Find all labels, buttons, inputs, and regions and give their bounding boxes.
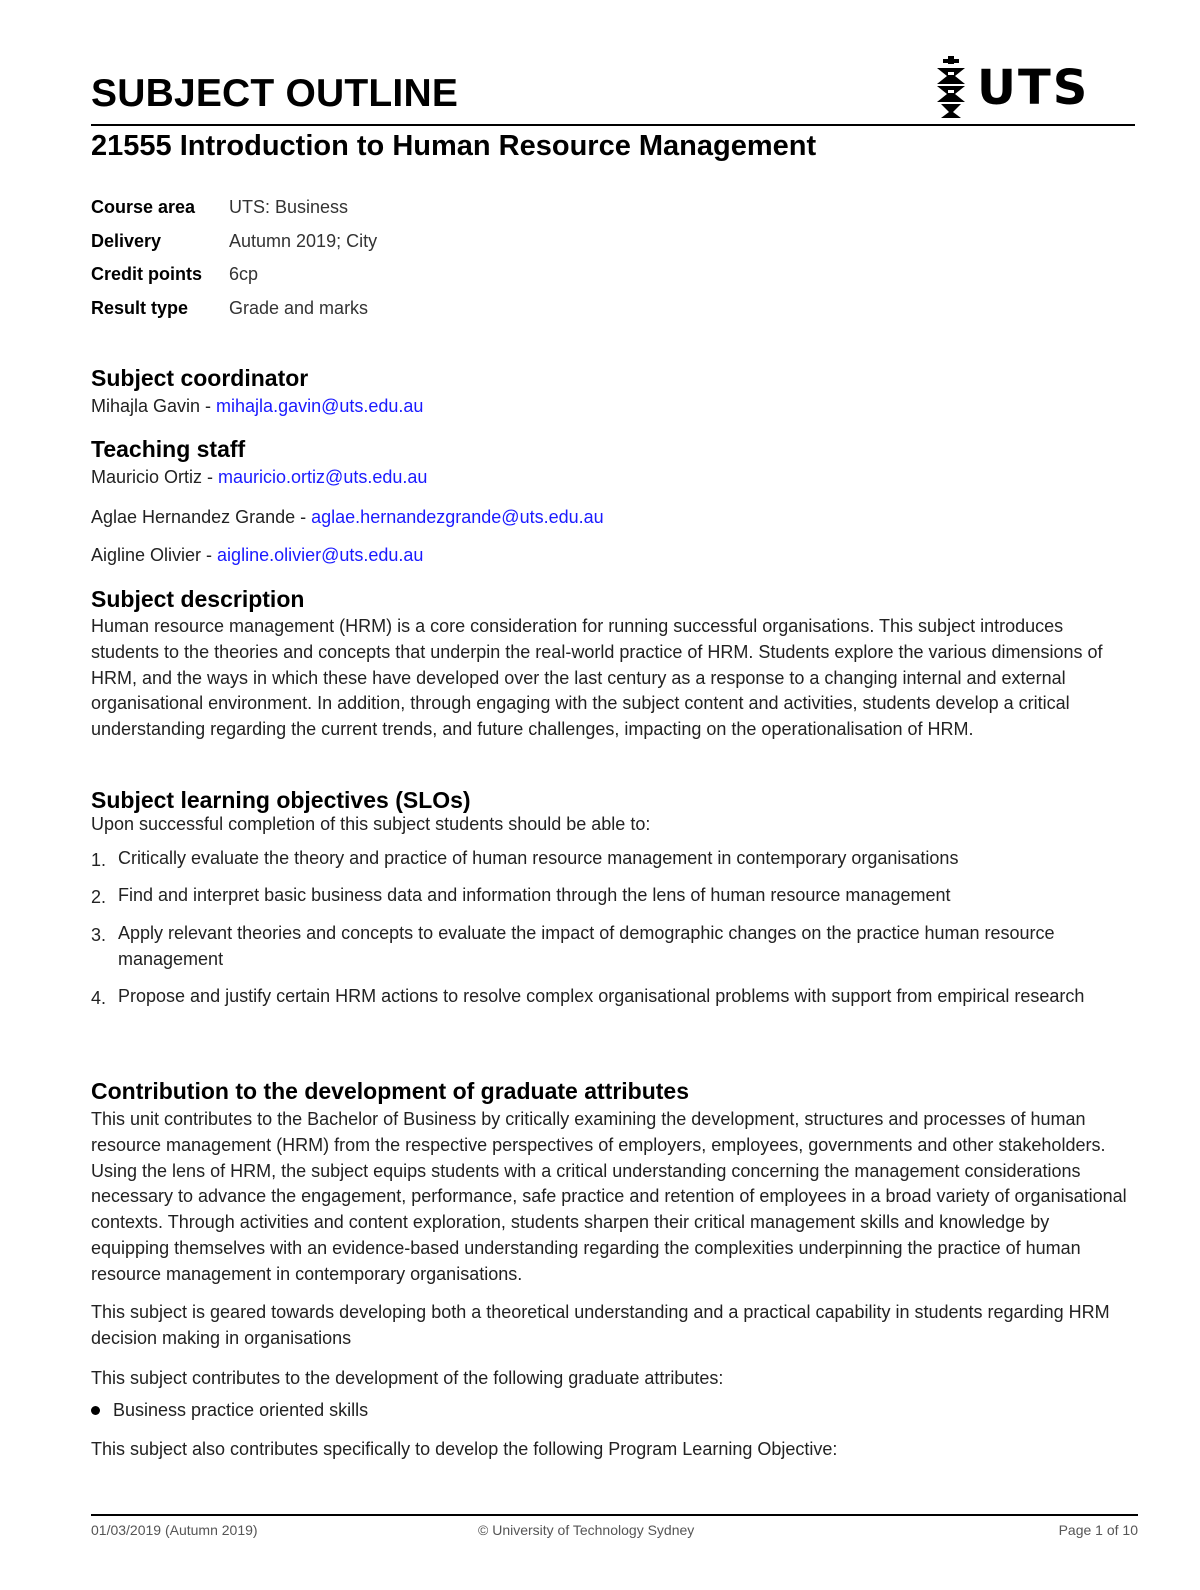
meta-label: Result type: [91, 297, 189, 318]
staff-line: [91, 465, 427, 489]
objective-item: [91, 883, 1131, 911]
objective-text: Critically evaluate the theory and practice of human resource management in contemporary organisations: [118, 848, 959, 868]
uts-crest-icon: [933, 56, 969, 120]
objective-number: 2.: [91, 887, 107, 907]
objectives-intro: Upon successful completion of this subject students should be able to:: [91, 814, 651, 834]
meta-row-result-type: [91, 295, 377, 329]
graduate-attributes-para-2: This subject is geared towards developing both a theoretical understanding and a practical capability in students regarding HRM decision making in organisations: [91, 1302, 1110, 1348]
objective-text: Find and interpret basic business data and information through the lens of human resource management: [118, 885, 951, 905]
footer-rule: [91, 1514, 1138, 1516]
meta-value: Grade and marks: [229, 297, 369, 318]
bullet-icon: [91, 1406, 100, 1415]
uts-logo-text: UTS: [977, 60, 1090, 116]
header-rule: [91, 124, 1135, 126]
graduate-attributes-heading: Contribution to the development of graduate attributes: [91, 1078, 689, 1104]
staff-email-link[interactable]: aglae.hernandezgrande@uts.edu.au: [311, 507, 604, 527]
coordinator-line: [91, 394, 423, 418]
objective-number: 1.: [91, 850, 107, 870]
graduate-attributes-para-4: This subject also contributes specifically to develop the following Program Learning Objective:: [91, 1439, 838, 1459]
meta-value: UTS: Business: [229, 197, 349, 217]
staff-name: Mauricio Ortiz -: [91, 467, 219, 487]
graduate-attribute-bullet: [91, 1398, 368, 1423]
description-text: Human resource management (HRM) is a core consideration for running successful organisations. This subject introduces students to the theories and concepts that underpin the real-world practice of HRM. Students explore the various dimensions of HRM, and the ways in which these have developed over the last century as a response to a changing internal and external organisational environment. In addition, through engaging with the subject content and activities, students develop a critical understanding regarding the current trends, and future challenges, impacting on the operationalisation of HRM.: [91, 616, 1103, 740]
subject-title: 21555 Introduction to Human Resource Management: [91, 130, 817, 162]
objectives-heading: Subject learning objectives (SLOs): [91, 787, 471, 813]
objective-item: [91, 846, 1131, 874]
staff-name: Aglae Hernandez Grande -: [91, 507, 312, 527]
meta-row-delivery: [91, 228, 377, 262]
page-header: [91, 60, 1135, 126]
footer-date: 01/03/2019 (Autumn 2019): [91, 1522, 258, 1538]
meta-label: Delivery: [91, 230, 162, 251]
objective-number: 3.: [91, 925, 107, 945]
meta-label: Credit points: [91, 264, 202, 284]
graduate-attributes-para-1: This unit contributes to the Bachelor of Business by critically examining the development, structures and processes of human resource management (HRM) from the respective perspectives of employers, employees, governments and other stakeholders. Using the lens of HRM, the subject equips students with a critical understanding concerning the management considerations necessary to advance the engagement, performance, safe practice and retention of employees in a broad variety of organisational contexts. Through activities and content exploration, students sharpen their critical management skills and knowledge by equipping themselves with an evidence-based understanding regarding the complexities underpinning the practice of human resource management in contemporary organisations.: [91, 1109, 1127, 1284]
teaching-staff-heading: Teaching staff: [91, 436, 246, 462]
meta-value: Autumn 2019; City: [229, 230, 378, 251]
coordinator-name: Mihajla Gavin -: [91, 396, 217, 416]
footer-page-number: Page 1 of 10: [1058, 1522, 1138, 1538]
objective-item: [91, 984, 1131, 1012]
staff-line: [91, 505, 604, 529]
objective-text: Apply relevant theories and concepts to evaluate the impact of demographic changes on the practice human resource management: [118, 923, 1055, 969]
objective-text: Propose and justify certain HRM actions to resolve complex organisational problems with support from empirical research: [118, 986, 1085, 1006]
meta-row-course-area: [91, 194, 377, 228]
document-title: SUBJECT OUTLINE: [91, 72, 459, 115]
staff-name: Aigline Olivier -: [91, 545, 218, 565]
staff-email-link[interactable]: aigline.olivier@uts.edu.au: [217, 545, 424, 565]
graduate-attributes-para-3: This subject contributes to the development of the following graduate attributes:: [91, 1368, 724, 1388]
coordinator-email-link[interactable]: mihajla.gavin@uts.edu.au: [216, 396, 424, 416]
meta-label: Course area: [91, 197, 196, 217]
objective-number: 4.: [91, 988, 107, 1008]
meta-row-credit-points: [91, 261, 377, 295]
description-heading: Subject description: [91, 586, 305, 612]
staff-line: [91, 543, 423, 567]
coordinator-heading: Subject coordinator: [91, 365, 309, 391]
bullet-text: Business practice oriented skills: [113, 1400, 369, 1420]
meta-value: 6cp: [229, 264, 259, 284]
uts-logo: [933, 52, 1093, 124]
footer-copyright: © University of Technology Sydney: [478, 1522, 695, 1538]
staff-email-link[interactable]: mauricio.ortiz@uts.edu.au: [218, 467, 428, 487]
subject-meta-table: [91, 194, 377, 328]
objective-item: [91, 921, 1131, 973]
